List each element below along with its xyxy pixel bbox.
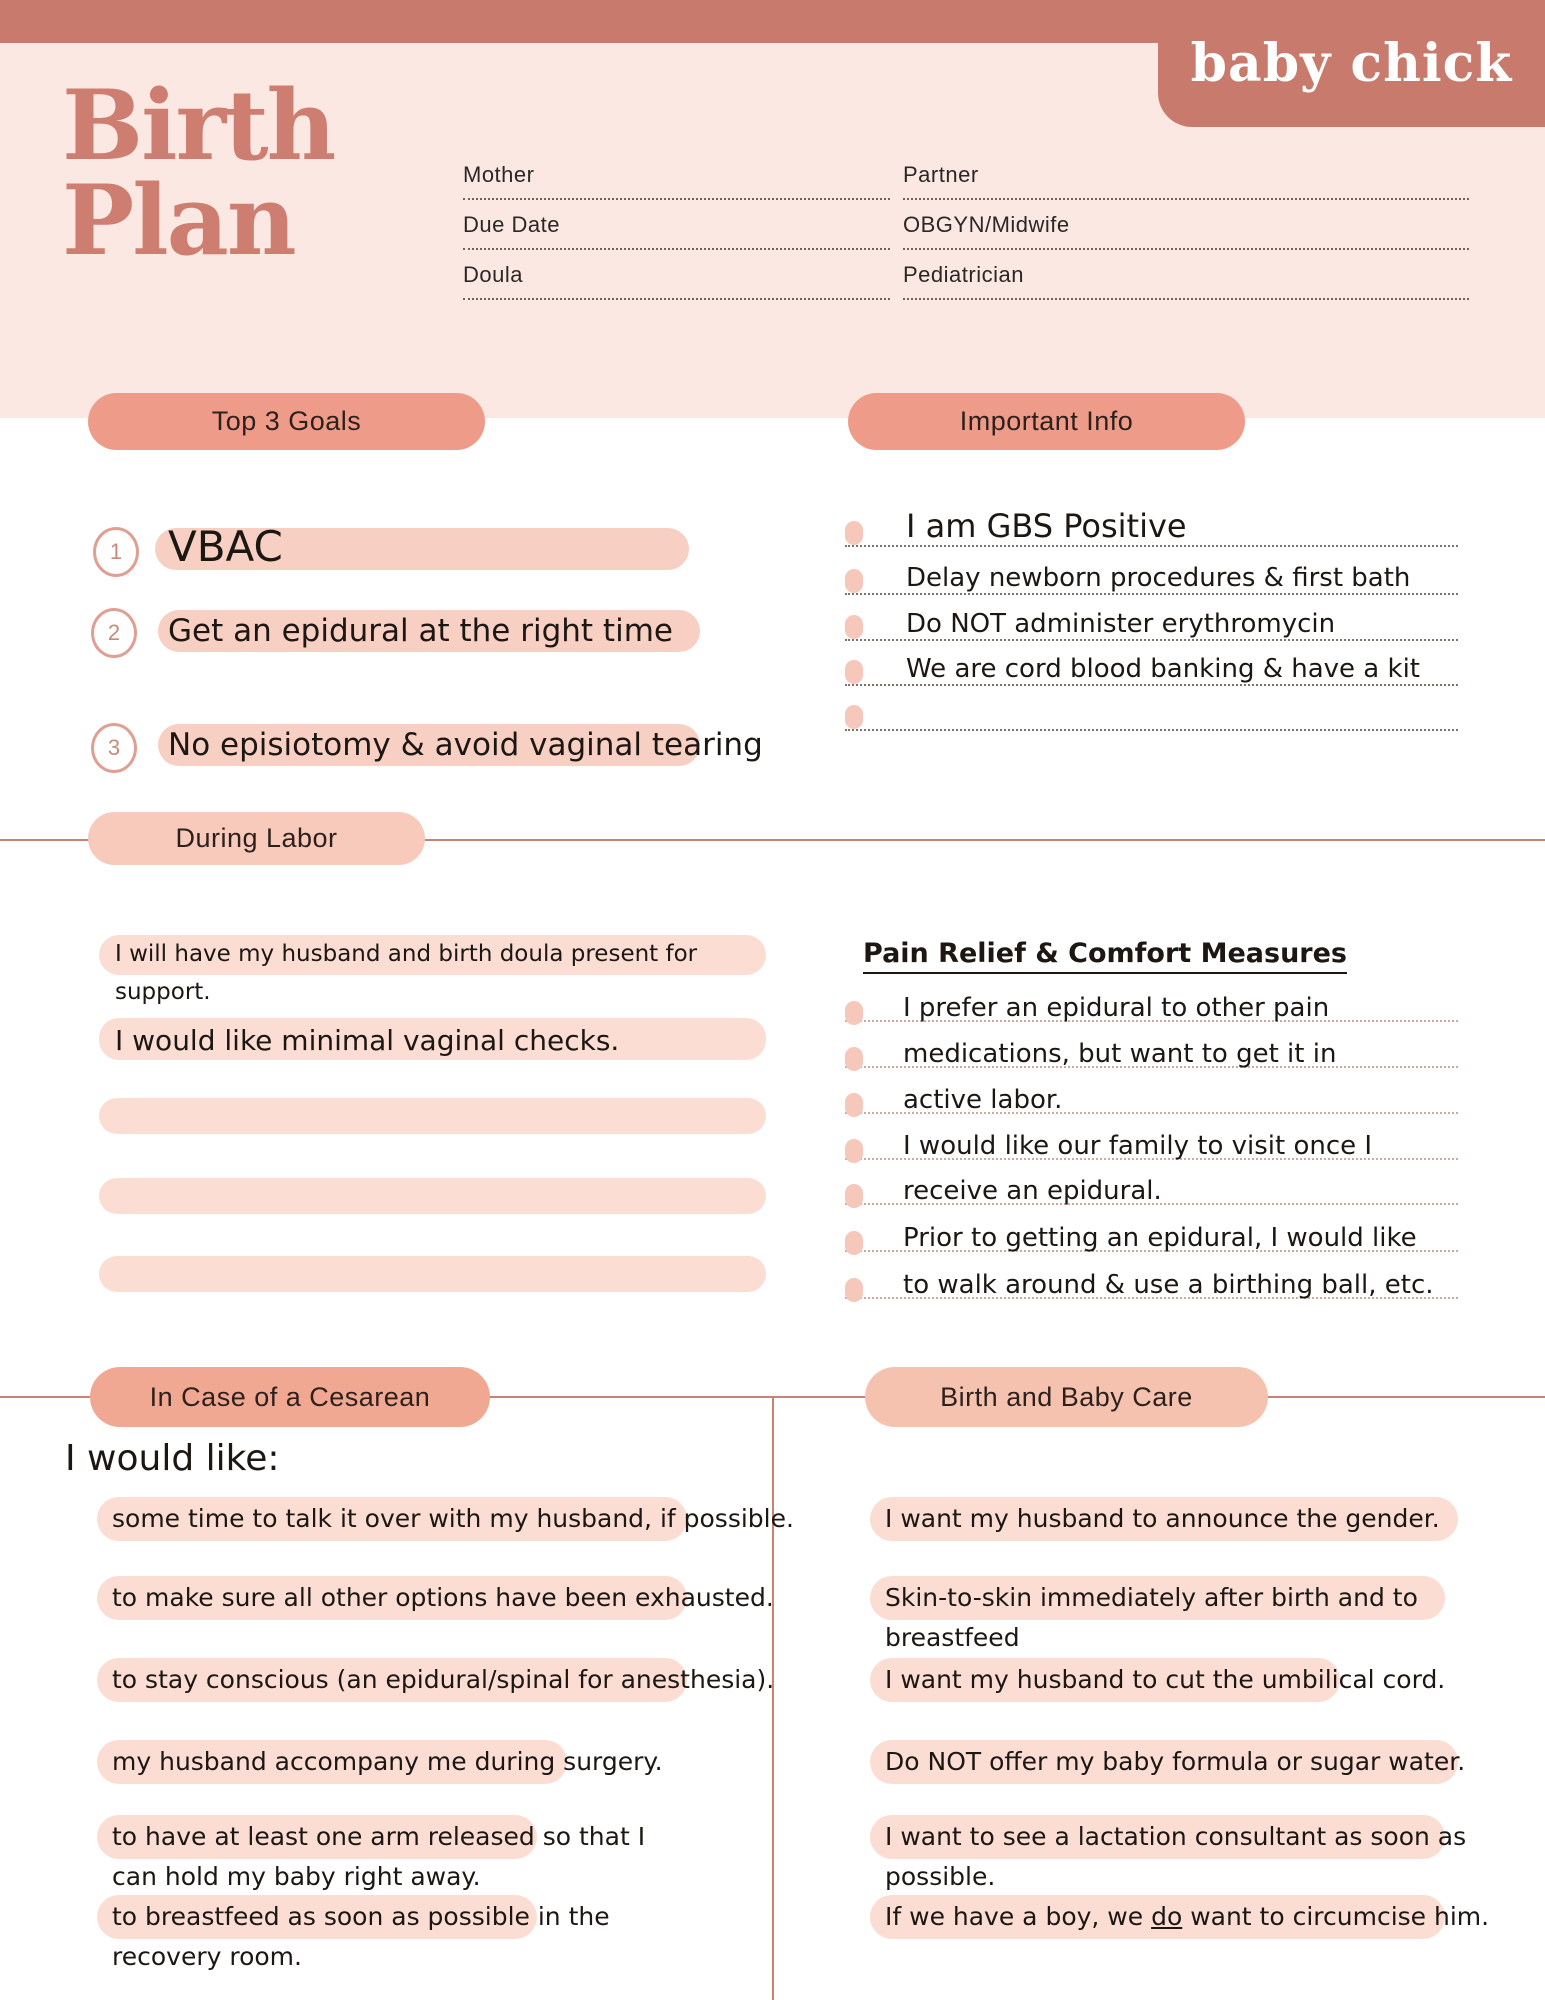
bullet-icon bbox=[845, 1184, 863, 1208]
bullet-icon bbox=[845, 1093, 863, 1117]
bullet-icon bbox=[845, 1139, 863, 1163]
field-doula bbox=[463, 262, 890, 314]
field-pediatrician-label: Pediatrician bbox=[903, 262, 1024, 287]
section-top-3-goals bbox=[88, 393, 485, 450]
goal-3-number bbox=[91, 723, 137, 773]
baby-care-item-text: Skin-to-skin immediately after birth and to bbox=[885, 1583, 1418, 1612]
baby-care-item-text: Do NOT offer my baby formula or sugar water. bbox=[885, 1747, 1466, 1776]
field-obgyn bbox=[903, 212, 1469, 264]
important-info-text: Do NOT administer erythromycin bbox=[906, 609, 1336, 639]
page-title bbox=[62, 69, 335, 278]
important-info-row bbox=[845, 642, 1458, 686]
goal-1-text: VBAC bbox=[168, 522, 283, 571]
important-info-text: I am GBS Positive bbox=[906, 507, 1187, 545]
field-mother-label: Mother bbox=[463, 162, 535, 187]
field-due-date bbox=[463, 212, 890, 264]
cesarean-item-text2: recovery room. bbox=[112, 1942, 302, 1971]
section-important-info bbox=[848, 393, 1245, 450]
pain-relief-row bbox=[845, 1167, 1458, 1205]
bullet-icon bbox=[845, 705, 863, 729]
important-info-row bbox=[845, 551, 1458, 595]
important-info-text: Delay newborn procedures & first bath bbox=[906, 563, 1411, 593]
section-top-3-goals-label: Top 3 Goals bbox=[211, 406, 362, 436]
page-title-line2: Plan bbox=[62, 164, 295, 278]
bullet-icon bbox=[845, 660, 863, 684]
labor-note-line1: I will have my husband and birth doula present for bbox=[115, 941, 698, 967]
bullet-icon bbox=[845, 569, 863, 593]
section-baby-care-label: Birth and Baby Care bbox=[940, 1381, 1193, 1412]
goal-3-num-text: 3 bbox=[107, 735, 121, 760]
field-obgyn-input[interactable] bbox=[903, 238, 1469, 250]
goal-1-number bbox=[93, 527, 139, 577]
labor-note-line2: support. bbox=[115, 979, 211, 1005]
pain-relief-row bbox=[845, 1030, 1458, 1068]
cesarean-item-text: my husband accompany me during surgery. bbox=[112, 1747, 663, 1776]
baby-care-item-text: I want my husband to announce the gender. bbox=[885, 1504, 1440, 1533]
circumcise-text-underlined: do bbox=[1151, 1902, 1183, 1931]
labor-empty-highlight[interactable] bbox=[99, 1256, 766, 1292]
pain-relief-text: I prefer an epidural to other pain bbox=[903, 993, 1330, 1023]
field-partner-input[interactable] bbox=[903, 188, 1469, 200]
section-during-labor-label: During Labor bbox=[175, 823, 338, 853]
pain-relief-heading: Pain Relief & Comfort Measures bbox=[863, 938, 1347, 974]
pain-relief-text: receive an epidural. bbox=[903, 1176, 1162, 1206]
baby-care-item-text bbox=[885, 1902, 1489, 1931]
field-mother-input[interactable] bbox=[463, 188, 890, 200]
goal-1-num-text: 1 bbox=[109, 539, 123, 564]
field-obgyn-label: OBGYN/Midwife bbox=[903, 212, 1070, 237]
goal-3-text: No episiotomy & avoid vaginal tearing bbox=[168, 727, 763, 763]
baby-care-item-text2: breastfeed bbox=[885, 1623, 1020, 1652]
baby-care-item-text: I want my husband to cut the umbilical cord. bbox=[885, 1665, 1446, 1694]
bullet-icon bbox=[845, 1231, 863, 1255]
pain-relief-row bbox=[845, 1261, 1458, 1299]
cesarean-item-text: to stay conscious (an epidural/spinal for anesthesia). bbox=[112, 1665, 775, 1694]
baby-care-item-text2: possible. bbox=[885, 1862, 996, 1891]
bullet-icon bbox=[845, 1278, 863, 1302]
important-info-text: We are cord blood banking & have a kit bbox=[906, 654, 1420, 684]
pain-relief-text: to walk around & use a birthing ball, etc. bbox=[903, 1270, 1434, 1300]
bullet-icon bbox=[845, 521, 863, 545]
important-info-row-empty[interactable] bbox=[845, 687, 1458, 731]
pain-relief-text: Prior to getting an epidural, I would like bbox=[903, 1223, 1417, 1253]
cesarean-item-text: to make sure all other options have been exhausted. bbox=[112, 1583, 774, 1612]
pain-relief-row bbox=[845, 1076, 1458, 1114]
labor-empty-highlight[interactable] bbox=[99, 1098, 766, 1134]
bullet-icon bbox=[845, 615, 863, 639]
bullet-icon bbox=[845, 1001, 863, 1025]
section-important-info-label: Important Info bbox=[959, 406, 1134, 436]
cesarean-item-text: to breastfeed as soon as possible in the bbox=[112, 1902, 610, 1931]
goal-2-num-text: 2 bbox=[107, 620, 121, 645]
circumcise-text-part2: want to circumcise him. bbox=[1182, 1902, 1490, 1931]
important-info-row bbox=[845, 597, 1458, 641]
section-cesarean-label: In Case of a Cesarean bbox=[149, 1381, 431, 1412]
circumcise-text-part1: If we have a boy, we bbox=[885, 1902, 1152, 1931]
cesarean-intro: I would like: bbox=[65, 1438, 280, 1479]
cesarean-item-text: to have at least one arm released so that I bbox=[112, 1822, 646, 1851]
labor-empty-highlight[interactable] bbox=[99, 1178, 766, 1214]
field-pediatrician-input[interactable] bbox=[903, 288, 1469, 300]
bullet-icon bbox=[845, 1047, 863, 1071]
labor-note-line1: I would like minimal vaginal checks. bbox=[115, 1024, 620, 1057]
page-title-line1: Birth bbox=[62, 69, 335, 182]
field-due-date-input[interactable] bbox=[463, 238, 890, 250]
field-partner-label: Partner bbox=[903, 162, 979, 187]
pain-relief-row bbox=[845, 1122, 1458, 1160]
pain-relief-text: medications, but want to get it in bbox=[903, 1039, 1337, 1069]
field-partner bbox=[903, 162, 1469, 214]
pain-relief-row bbox=[845, 1214, 1458, 1252]
field-mother bbox=[463, 162, 890, 214]
field-due-date-label: Due Date bbox=[463, 212, 560, 237]
cesarean-item-text2: can hold my baby right away. bbox=[112, 1862, 481, 1891]
pain-relief-text: active labor. bbox=[903, 1085, 1063, 1115]
brand-badge bbox=[1158, 0, 1545, 127]
field-doula-input[interactable] bbox=[463, 288, 890, 300]
section-baby-care bbox=[865, 1367, 1268, 1427]
cesarean-item-text: some time to talk it over with my husband, if possible. bbox=[112, 1504, 794, 1533]
goal-2-number bbox=[91, 608, 137, 658]
goal-2-text: Get an epidural at the right time bbox=[168, 613, 673, 649]
column-divider bbox=[772, 1396, 774, 2000]
section-cesarean bbox=[90, 1367, 490, 1427]
field-doula-label: Doula bbox=[463, 262, 523, 287]
section-during-labor bbox=[88, 812, 425, 865]
baby-care-item-text: I want to see a lactation consultant as soon as bbox=[885, 1822, 1467, 1851]
important-info-row bbox=[845, 497, 1458, 547]
field-pediatrician bbox=[903, 262, 1469, 314]
pain-relief-row bbox=[845, 984, 1458, 1022]
brand-logo: baby chick bbox=[1190, 33, 1513, 94]
pain-relief-text: I would like our family to visit once I bbox=[903, 1131, 1373, 1161]
